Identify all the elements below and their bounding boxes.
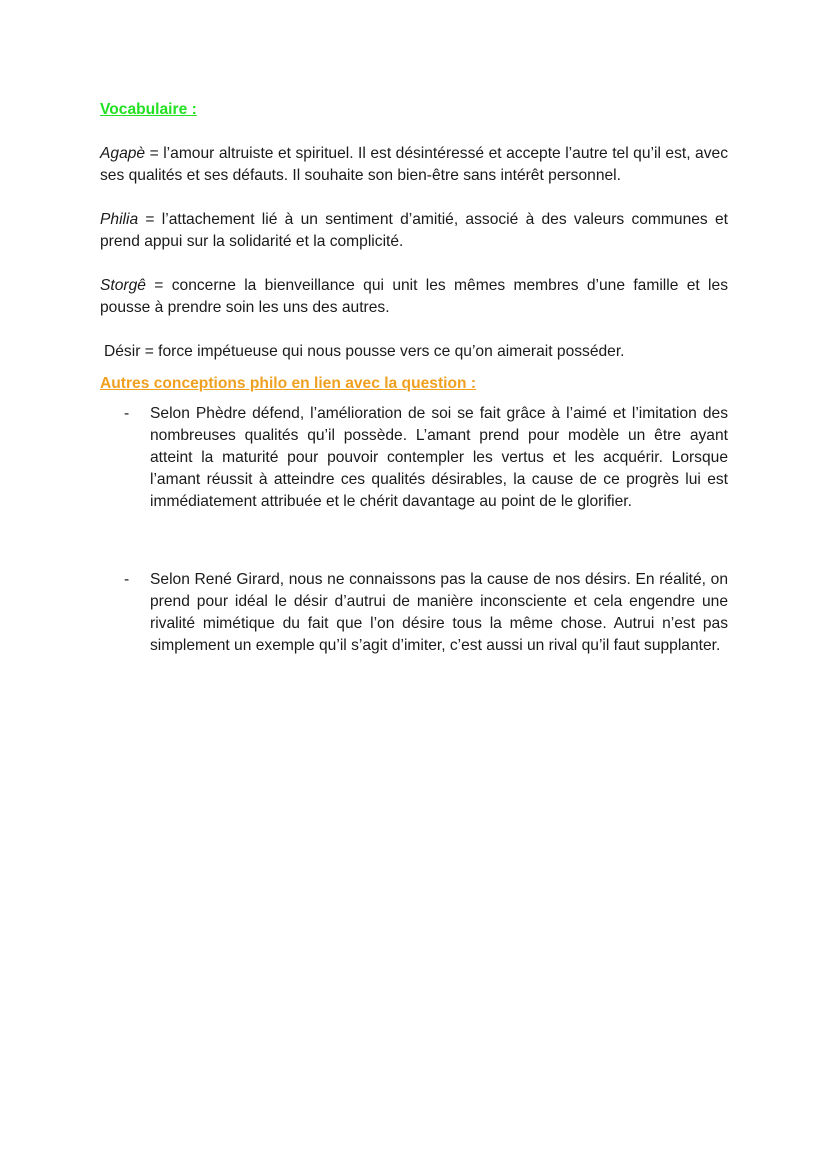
- vocab-term: Agapè: [100, 145, 146, 162]
- vocab-definition: = force impétueuse qui nous pousse vers ce qu’on aimerait posséder.: [140, 343, 625, 360]
- vocab-term: Désir: [104, 343, 141, 360]
- conceptions-list: [100, 403, 728, 657]
- list-item: [100, 403, 728, 513]
- list-item-text: Selon Phèdre défend, l’amélioration de soi se fait grâce à l’aimé et l’imitation des nombreuses qualités qu’il possède. L’amant prend pour modèle un être ayant atteint la maturité pour pouvoir contempler les vertus et les acquérir. Lorsque l’amant réussit à atteindre ces qualités désirables, la cause de ce progrès lui est immédiatement attribuée et le chérit davantage au point de le glorifier.: [150, 405, 728, 510]
- vocab-definition: = concerne la bienveillance qui unit les mêmes membres d’une famille et les pousse à prendre soin les uns des autres.: [100, 277, 728, 316]
- vocab-definition: = l’attachement lié à un sentiment d’amitié, associé à des valeurs communes et prend appui sur la solidarité et la complicité.: [100, 211, 728, 250]
- vocab-entry-agape: [100, 143, 728, 187]
- vocab-heading: Vocabulaire :: [100, 101, 197, 118]
- list-item: [100, 569, 728, 657]
- conceptions-heading: Autres conceptions philo en lien avec la question :: [100, 375, 477, 392]
- vocab-term: Philia: [100, 211, 139, 228]
- vocab-entry-philia: [100, 209, 728, 253]
- list-item-text: Selon René Girard, nous ne connaissons pas la cause de nos désirs. En réalité, on prend pour idéal le désir d’autrui de manière inconsciente et cela engendre une rivalité mimétique du fait que l’on désire tous la même chose. Autrui n’est pas simplement un exemple qu’il s’agit d’imiter, c’est aussi un rival qu’il faut supplanter.: [150, 571, 728, 654]
- bullet-dash: -: [124, 405, 130, 422]
- vocab-definition: = l’amour altruiste et spirituel. Il est désintéressé et accepte l’autre tel qu’il est, avec ses qualités et ses défauts. Il souhaite son bien-être sans intérêt personnel.: [100, 145, 728, 184]
- vocab-entry-desir: [100, 341, 728, 363]
- vocab-term: Storgê: [100, 277, 146, 294]
- vocab-entry-storge: [100, 275, 728, 319]
- document-content: [100, 99, 728, 657]
- bullet-dash: -: [124, 571, 130, 588]
